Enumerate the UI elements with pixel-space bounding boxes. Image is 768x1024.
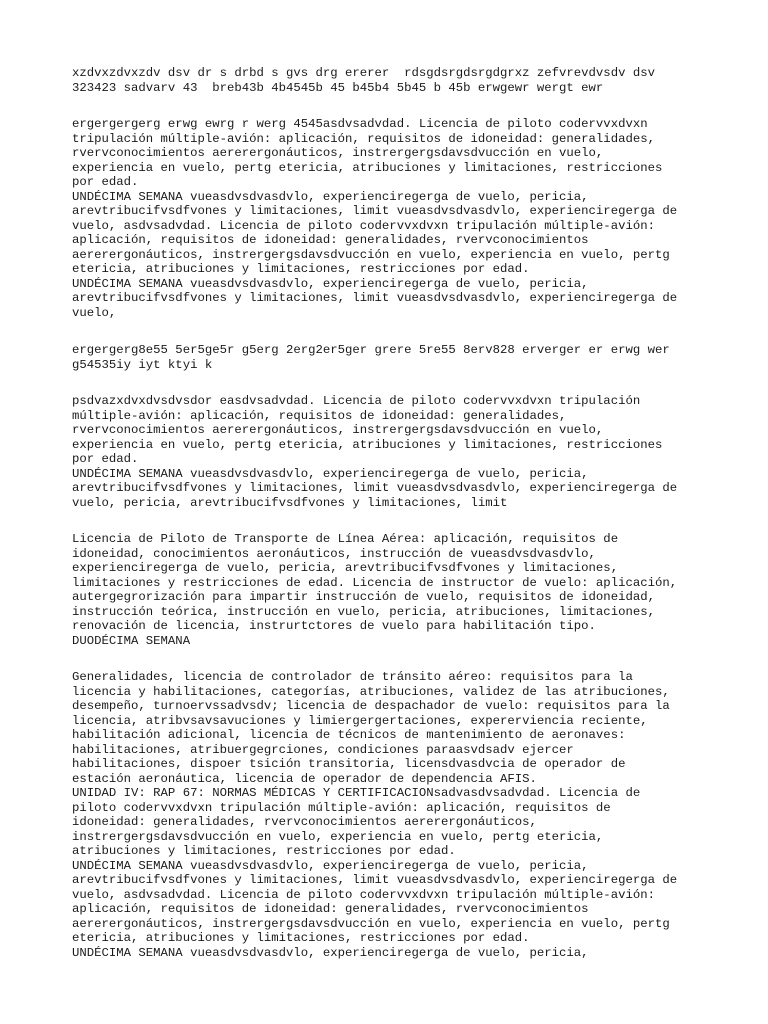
text-line: etericia, atribuciones y limitaciones, restricciones por edad.: [72, 931, 530, 945]
text-line: vuelo, pericia, arevtribucifvsdfvones y limitaciones, limit: [72, 495, 508, 510]
paragraph-6: [72, 670, 712, 960]
text-line: renovación de licencia, instrurtctores de vuelo para habilitación tipo.: [72, 619, 596, 633]
text-line: habilitación adicional, licencia de técnicos de mantenimiento de aeronaves:: [72, 728, 626, 742]
text-line: idoneidad: generalidades, rvervconocimientos aererergonáuticos,: [72, 815, 537, 829]
text-line: aplicación, requisitos de idoneidad: generalidades, rvervconocimientos: [72, 902, 589, 916]
text-line: psdvazxdvxdvsdvsdor easdvsadvdad. Licencia de piloto codervvxdvxn tripulación: [72, 394, 641, 408]
text-line: ergergergerg erwg ewrg r werg 4545asdvsadvdad. Licencia de piloto codervvxdvxn: [72, 117, 648, 131]
text-line: Generalidades, licencia de controlador de tránsito aéreo: requisitos para la: [72, 670, 633, 684]
text-line: experienciregerga de vuelo, pericia, arevtribucifvsdfvones y limitaciones,: [72, 561, 619, 575]
text-line: 323423 sadvarv 43 breb43b 4b4545b 45 b45b4 5b45 b 45b erwgewr wergt ewr: [72, 80, 604, 95]
text-line: habilitaciones, dispoer tsición transitoria, licensdvasdvcia de operador de: [72, 757, 626, 771]
text-line: arevtribucifvsdfvones y limitaciones, limit vueasdvsdvasdvlo, experienciregerga de: [72, 291, 678, 305]
text-line: idoneidad, conocimientos aeronáuticos, instrucción de vueasdvsdvasdvlo,: [72, 546, 596, 561]
text-line: tripulación múltiple-avión: aplicación, requisitos de idoneidad: generalidades,: [72, 131, 655, 146]
text-line: UNDÉCIMA SEMANA vueasdvsdvasdvlo, experienciregerga de vuelo, pericia,: [72, 466, 589, 481]
paragraph-4: [72, 394, 712, 510]
paragraph-5: [72, 532, 712, 648]
text-line: vuelo, asdvsadvdad. Licencia de piloto codervvxdvxn tripulación múltiple-avión:: [72, 218, 655, 233]
text-line: UNDÉCIMA SEMANA vueasdvsdvasdvlo, experienciregerga de vuelo, pericia,: [72, 945, 589, 960]
text-line: ergergerg8e55 5er5ge5r g5erg 2erg2er5ger grere 5re55 8erv828 erverger er erwg wer: [72, 343, 670, 357]
paragraph-1: [72, 66, 712, 95]
text-line: autergegrorización para impartir instrucción de vuelo, requisitos de idoneidad,: [72, 590, 655, 604]
text-line: atribuciones y limitaciones, restricciones por edad.: [72, 844, 456, 858]
text-line: por edad.: [72, 175, 139, 189]
text-line: experiencia en vuelo, pertg etericia, atribuciones y limitaciones, restricciones: [72, 437, 663, 452]
text-line: Licencia de Piloto de Transporte de Línea Aérea: aplicación, requisitos de: [72, 532, 619, 546]
text-line: licencia, atribvsavsavuciones y limiergergertaciones, expererviencia reciente,: [72, 713, 648, 728]
text-line: xzdvxzdvxzdv dsv dr s drbd s gvs drg ererer rdsgdsrgdsrgdgrxz zefvrevdvsdv dsv: [72, 66, 655, 80]
paragraph-3: [72, 343, 712, 372]
text-line: UNDÉCIMA SEMANA vueasdvsdvasdvlo, experienciregerga de vuelo, pericia,: [72, 276, 589, 291]
text-line: por edad.: [72, 452, 139, 466]
text-line: instrucción teórica, instrucción en vuelo, pericia, atribuciones, limitaciones,: [72, 604, 655, 619]
text-line: múltiple-avión: aplicación, requisitos de idoneidad: generalidades,: [72, 408, 567, 423]
text-line: aplicación, requisitos de idoneidad: generalidades, rvervconocimientos: [72, 233, 589, 247]
text-line: arevtribucifvsdfvones y limitaciones, limit vueasdvsdvasdvlo, experienciregerga de: [72, 481, 678, 495]
text-line: vuelo, asdvsadvdad. Licencia de piloto codervvxdvxn tripulación múltiple-avión:: [72, 887, 655, 902]
text-line: estación aeronáutica, licencia de operador de dependencia AFIS.: [72, 771, 537, 786]
document-page: [72, 66, 712, 960]
text-line: UNIDAD IV: RAP 67: NORMAS MÉDICAS Y CERTIFICACIONsadvasdvsadvdad. Licencia de: [72, 786, 641, 800]
text-line: arevtribucifvsdfvones y limitaciones, limit vueasdvsdvasdvlo, experienciregerga de: [72, 204, 678, 218]
text-line: g54535iy iyt ktyi k: [72, 357, 213, 372]
text-line: rvervconocimientos aererergonáuticos, instrergergsdavsdvucción en vuelo,: [72, 146, 604, 160]
text-line: experiencia en vuelo, pertg etericia, atribuciones y limitaciones, restricciones: [72, 160, 663, 175]
text-line: DUODÉCIMA SEMANA: [72, 633, 191, 648]
text-line: UNDÉCIMA SEMANA vueasdvsdvasdvlo, experienciregerga de vuelo, pericia,: [72, 858, 589, 873]
text-line: etericia, atribuciones y limitaciones, restricciones por edad.: [72, 262, 530, 276]
paragraph-2: [72, 117, 712, 320]
text-line: UNDÉCIMA SEMANA vueasdvsdvasdvlo, experienciregerga de vuelo, pericia,: [72, 189, 589, 204]
text-line: limitaciones y restricciones de edad. Licencia de instructor de vuelo: aplicación,: [72, 575, 678, 590]
text-line: desempeño, turnoervssadvsdv; licencia de despachador de vuelo: requisitos para la: [72, 699, 670, 713]
text-line: piloto codervvxdvxn tripulación múltiple-avión: aplicación, requisitos de: [72, 800, 611, 815]
text-line: arevtribucifvsdfvones y limitaciones, limit vueasdvsdvasdvlo, experienciregerga de: [72, 873, 678, 887]
text-line: instrergergsdavsdvucción en vuelo, experiencia en vuelo, pertg etericia,: [72, 829, 604, 844]
text-line: habilitaciones, atribuergegrciones, condiciones paraasvdsadv ejercer: [72, 742, 574, 757]
text-line: vuelo,: [72, 305, 117, 320]
text-line: aererergonáuticos, instrergergsdavsdvucción en vuelo, experiencia en vuelo, pertg: [72, 916, 670, 931]
text-line: rvervconocimientos aererergonáuticos, instrergergsdavsdvucción en vuelo,: [72, 423, 604, 437]
text-line: aererergonáuticos, instrergergsdavsdvucción en vuelo, experiencia en vuelo, pertg: [72, 247, 670, 262]
text-line: licencia y habilitaciones, categorías, atribuciones, validez de las atribuciones,: [72, 684, 670, 699]
